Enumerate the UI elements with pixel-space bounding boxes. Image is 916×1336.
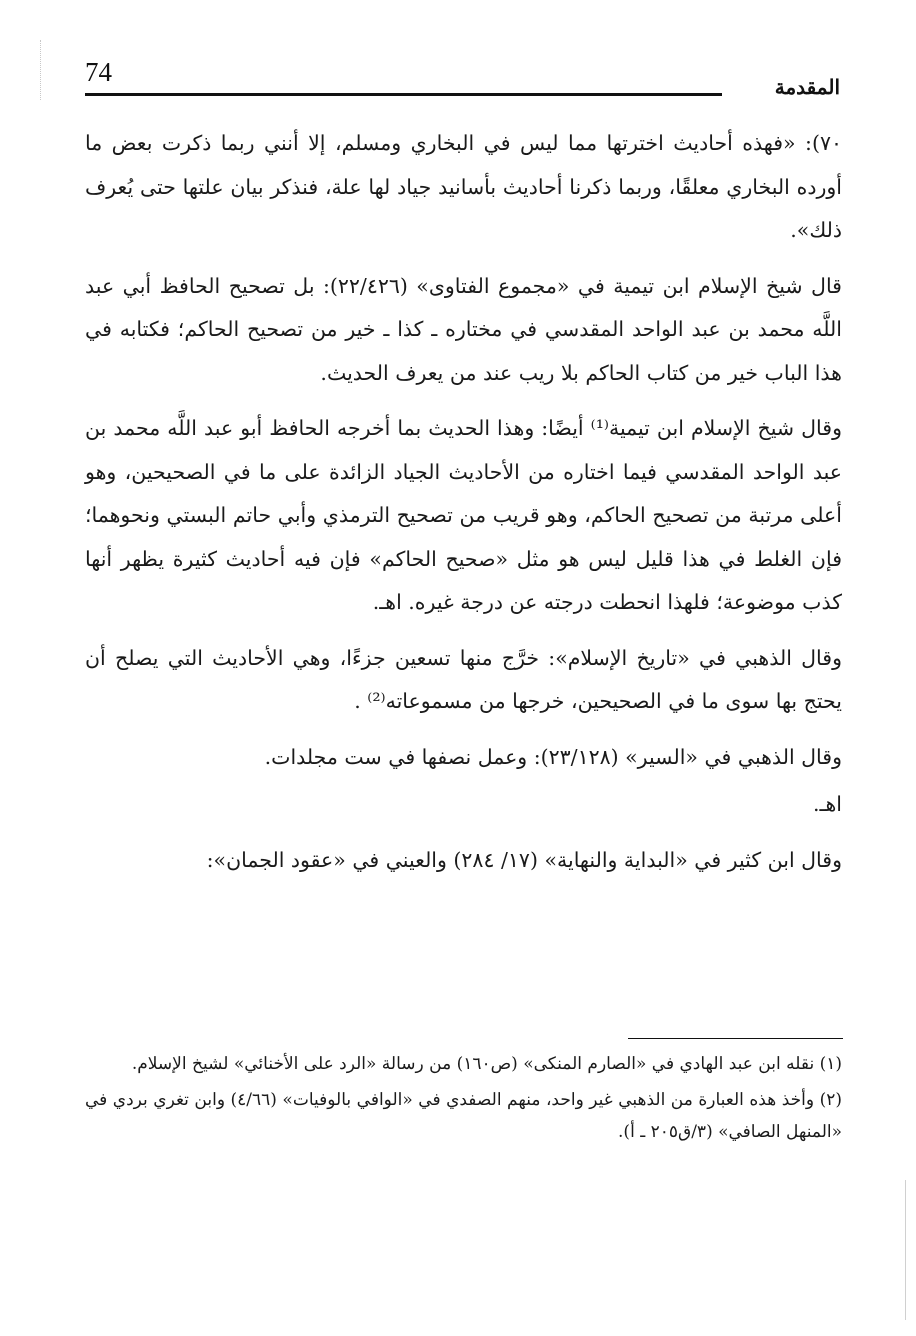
scan-edge-line <box>905 1180 908 1320</box>
paragraph-dhahabi-siyar: وقال الذهبي في «السير» (٢٣/١٢٨): وعمل نصفها في ست مجلدات. <box>264 744 842 769</box>
main-text <box>85 122 842 894</box>
page-header <box>85 55 840 105</box>
paragraph-quote-continuation: ٧٠): «فهذه أحاديث اخترتها مما ليس في البخاري ومسلم، إلا أنني ربما ذكرت بعض ما أورده البخاري معلقًا، وربما ذكرنا أحاديث بأسانيد جياد لها علة، فنذكر بيان علتها حتى يُعرف ذلك». <box>85 131 842 242</box>
paragraph-dhahabi-tarikh: وقال الذهبي في «تاريخ الإسلام»: خرَّج منها تسعين جزءًا، وهي الأحاديث التي يصلح أن يحتج بها سوى ما في الصحيحين، خرجها من مسموعاته⁽²⁾ . <box>85 645 842 713</box>
paragraph-end-marker: اهـ. <box>812 792 842 816</box>
paragraph-ibn-kathir: وقال ابن كثير في «البداية والنهاية» (١٧/ ٢٨٤) والعيني في «عقود الجمان»: <box>206 847 842 872</box>
footnote-2: (٢) وأخذ هذه العبارة من الذهبي غير واحد، منهم الصفدي في «الوافي بالوفيات» (٤/٦٦) وابن تغري بردي في «المنهل الصافي» (٣/ق٢٠٥ ـ أ). <box>85 1090 842 1142</box>
footnote-1: (١) نقله ابن عبد الهادي في «الصارم المنكى» (ص١٦٠) من رسالة «الرد على الأخنائي» لشيخ الإسلام. <box>131 1054 842 1074</box>
header-rule <box>85 93 722 96</box>
footnote-separator <box>628 1038 843 1039</box>
running-title: المقدمة <box>774 75 840 99</box>
page-number: 74 <box>85 57 112 87</box>
footnotes <box>85 1048 842 1152</box>
paragraph-ibn-taymiyya-also: وقال شيخ الإسلام ابن تيمية⁽¹⁾ أيضًا: وهذا الحديث بما أخرجه الحافظ أبو عبد اللَّه محمد بن عبد الواحد المقدسي فيما اختاره من الأحاديث الجياد الزائدة على ما في الصحيحين، وهو أعلى مرتبة من تصحيح الحاكم، وهو قريب من تصحيح الترمذي وأبي حاتم البستي ونحوهما؛ فإن الغلط في هذا قليل ليس هو مثل «صحيح الحاكم» فإن فيه أحاديث كثيرة يظهر أنها كذب موضوعة؛ فلهذا انحطت درجته عن درجة غيره. اهـ. <box>85 416 843 614</box>
scan-margin-mark <box>40 40 43 100</box>
paragraph-ibn-taymiyya-fatawa: قال شيخ الإسلام ابن تيمية في «مجموع الفتاوى» (٢٢/٤٢٦): بل تصحيح الحافظ أبي عبد اللَّه محمد بن عبد الواحد المقدسي في مختاره ـ كذا ـ خير من تصحيح الحاكم؛ فكتابه في هذا الباب خير من كتاب الحاكم بلا ريب عند من يعرف الحديث. <box>85 273 842 385</box>
